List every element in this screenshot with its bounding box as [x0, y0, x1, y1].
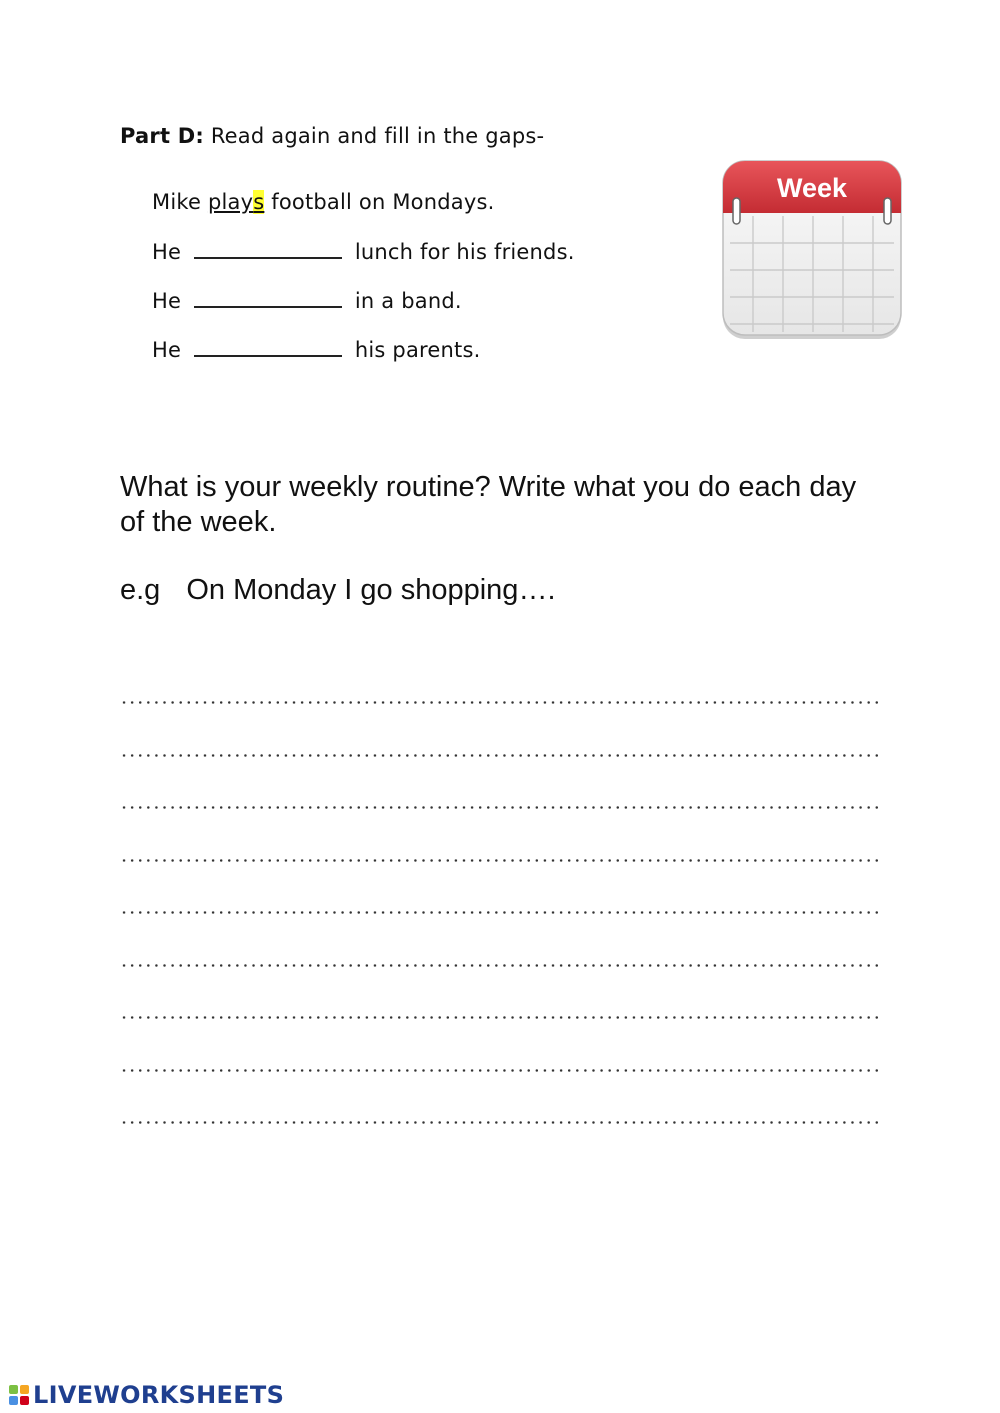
- gap-sentence-3: [152, 337, 481, 362]
- answer-line[interactable]: [120, 738, 880, 791]
- liveworksheets-logo: [8, 1381, 284, 1409]
- example-sentence: [152, 190, 494, 214]
- logo-grid-icon: [8, 1384, 30, 1406]
- example-text: On Monday I go shopping….: [186, 574, 556, 606]
- answer-line[interactable]: [120, 948, 880, 1001]
- answer-lines: [120, 685, 880, 1158]
- gap-blank-3[interactable]: [194, 337, 342, 357]
- task-example: [120, 574, 556, 607]
- sentence-start: He: [152, 338, 188, 362]
- part-heading: [120, 124, 544, 148]
- example-prefix: e.g: [120, 574, 161, 606]
- answer-line[interactable]: [120, 790, 880, 843]
- sentence-end: his parents.: [348, 338, 481, 362]
- gap-sentence-2: [152, 288, 462, 313]
- gap-blank-1[interactable]: [194, 239, 342, 259]
- sentence-start: He: [152, 240, 188, 264]
- answer-line[interactable]: [120, 1105, 880, 1158]
- sentence-start: Mike: [152, 190, 208, 214]
- task-prompt: What is your weekly routine? Write what you do each day of the week.: [120, 471, 857, 538]
- verb-stem: play: [207, 190, 254, 214]
- part-instruction: Read again and fill in the gaps-: [210, 124, 545, 148]
- answer-line[interactable]: [120, 1000, 880, 1053]
- sentence-end: in a band.: [348, 289, 462, 313]
- sentence-end: football on Mondays.: [264, 190, 495, 214]
- logo-text: LIVEWORKSHEETS: [33, 1381, 285, 1409]
- calendar-label: Week: [776, 173, 848, 203]
- week-calendar-icon: [720, 158, 904, 342]
- verb-suffix-highlight: s: [253, 190, 265, 214]
- answer-line[interactable]: [120, 1053, 880, 1106]
- part-label: Part D:: [120, 124, 204, 148]
- answer-line[interactable]: [120, 895, 880, 948]
- sentence-end: lunch for his friends.: [348, 240, 575, 264]
- gap-sentence-1: [152, 239, 575, 264]
- gap-blank-2[interactable]: [194, 288, 342, 308]
- example-verb: [208, 190, 264, 214]
- answer-line[interactable]: [120, 843, 880, 896]
- sentence-start: He: [152, 289, 188, 313]
- answer-line[interactable]: [120, 685, 880, 738]
